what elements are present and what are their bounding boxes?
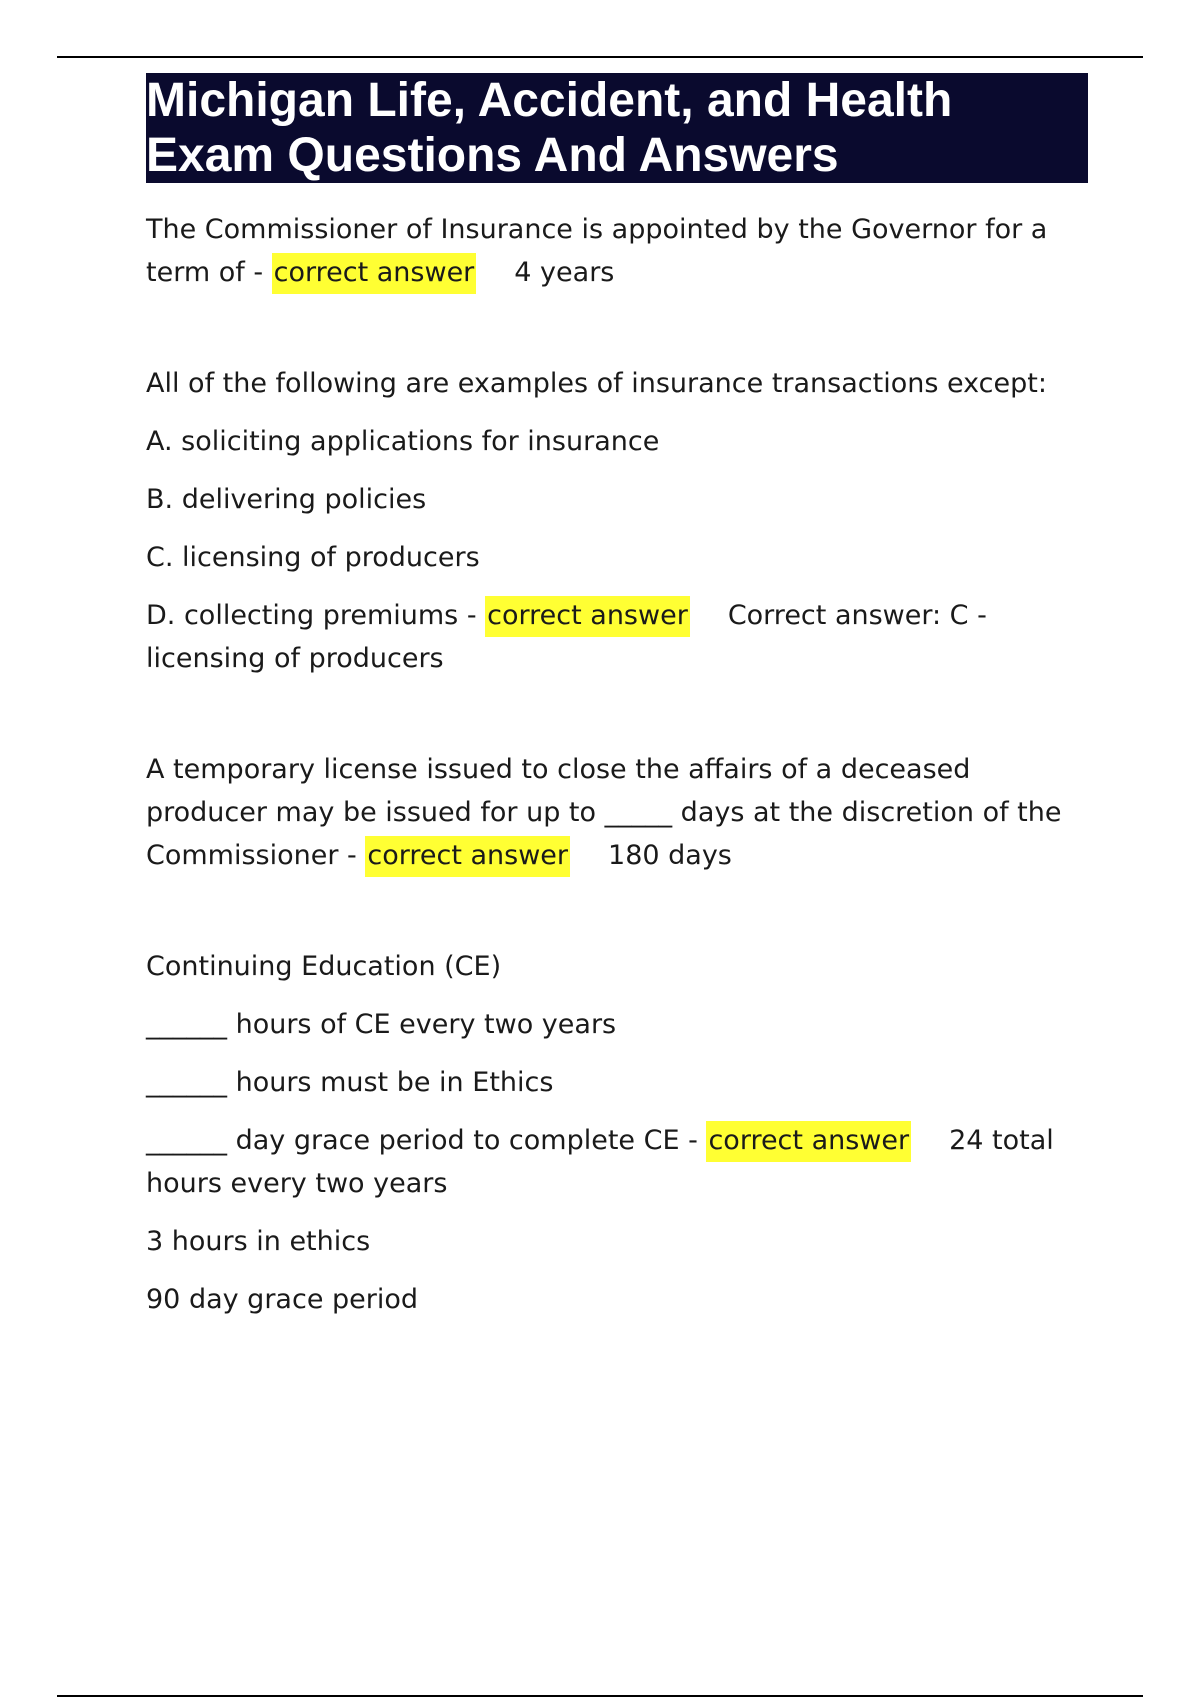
question-4-line-1: ______ hours of CE every two years	[146, 1009, 617, 1040]
question-2-answer-line	[146, 594, 1088, 680]
question-4-line-3	[146, 1119, 1088, 1205]
question-3-answer: 180 days	[608, 840, 732, 871]
option-b: B. delivering policies	[146, 484, 427, 515]
question-1	[146, 208, 1088, 294]
correct-answer-marker: correct answer	[272, 253, 477, 294]
question-3-prompt: A temporary license issued to close the affairs of a deceased producer may be issued for up to _____ days at the discretion of the Commissioner -	[146, 754, 1062, 871]
correct-answer-marker: correct answer	[485, 596, 690, 637]
option-c: C. licensing of producers	[146, 542, 480, 573]
top-rule	[57, 56, 1143, 58]
question-2-prompt: All of the following are examples of insurance transactions except:	[146, 368, 1047, 399]
question-3	[146, 748, 1088, 877]
question-1-prompt: The Commissioner of Insurance is appointed by the Governor for a term of -	[146, 214, 1048, 288]
title-line-2: Exam Questions And Answers	[146, 129, 839, 182]
question-4-answer-1: 24 total hours every two years	[146, 1125, 1054, 1199]
question-4-answer-3: 90 day grace period	[146, 1284, 419, 1315]
question-2-answer: Correct answer: C - licensing of producers	[146, 600, 987, 674]
bottom-rule	[57, 1695, 1143, 1697]
document-page	[146, 73, 1088, 1321]
option-d: D. collecting premiums -	[146, 600, 486, 631]
option-a: A. soliciting applications for insurance	[146, 426, 660, 457]
question-4-prompt: Continuing Education (CE)	[146, 951, 502, 982]
document-title	[146, 73, 1088, 183]
title-line-1: Michigan Life, Accident, and Health	[146, 74, 953, 127]
correct-answer-marker: correct answer	[365, 836, 570, 877]
question-4-line-3-text: ______ day grace period to complete CE -	[146, 1125, 707, 1156]
question-1-answer: 4 years	[514, 257, 615, 288]
question-4-answer-2: 3 hours in ethics	[146, 1226, 371, 1257]
question-4-line-2: ______ hours must be in Ethics	[146, 1067, 554, 1098]
correct-answer-marker: correct answer	[706, 1121, 911, 1162]
